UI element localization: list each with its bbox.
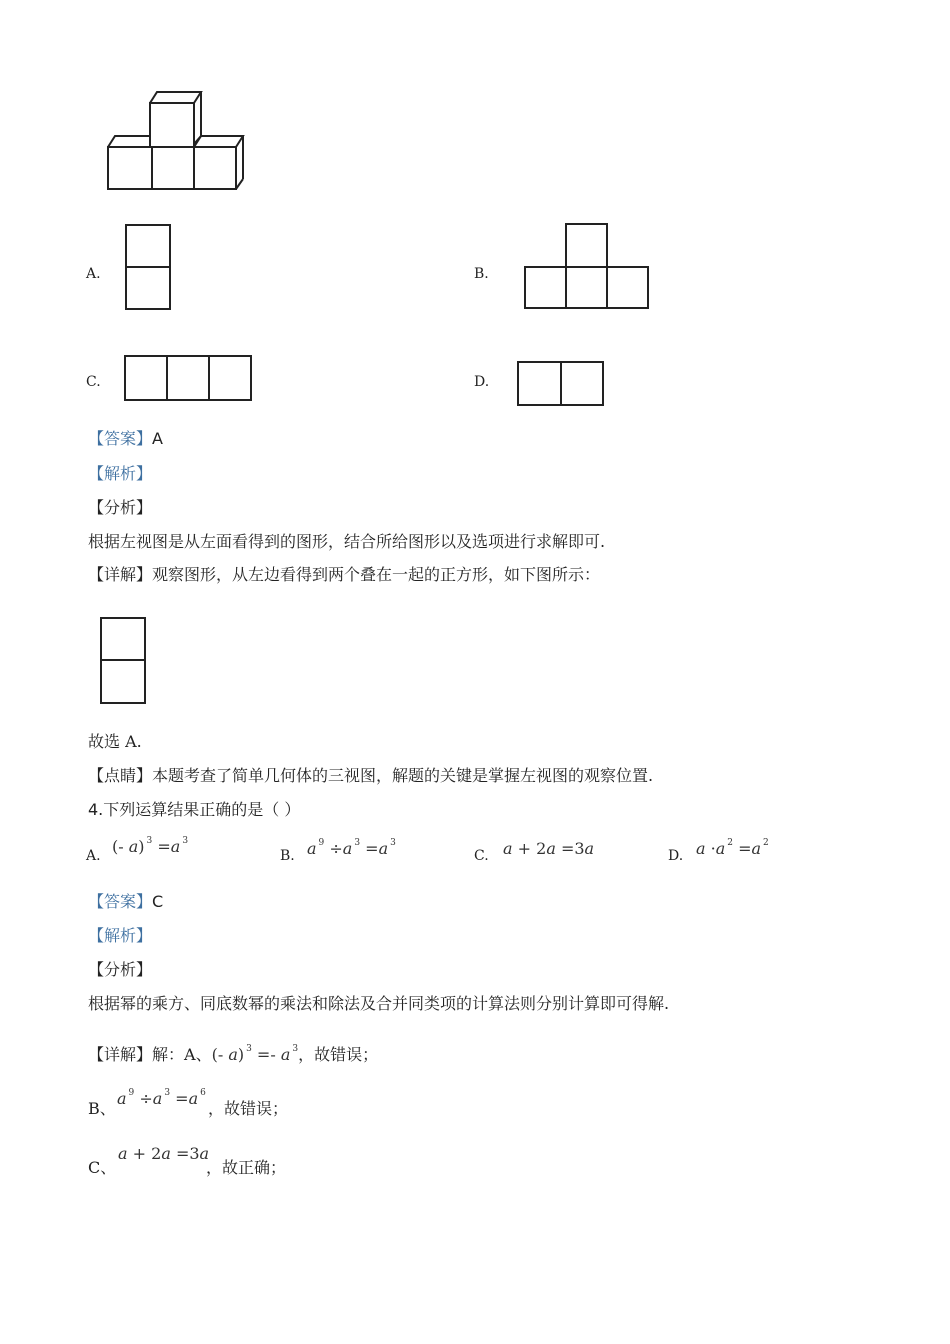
- q4-option-d-formula: a ·a $^2$ =a $^2$: [696, 838, 769, 858]
- q4-option-a-label: A.: [86, 848, 101, 864]
- q4-fenxi-tag: 【分析】: [88, 960, 153, 979]
- q4-detail-line-a: [88, 1039, 378, 1065]
- answer-value: C: [152, 892, 164, 911]
- q4-number: 4.: [88, 800, 104, 819]
- q3-option-a-label: A.: [86, 266, 101, 282]
- detail-b-formula: a $^9$ ÷a $^3$ =a $^6$: [117, 1088, 206, 1108]
- detail-a-suffix: ，故错误；: [298, 1045, 379, 1064]
- q4-option-c-formula: a + 2a =3a: [503, 839, 595, 858]
- detail-c-lead: C、: [88, 1158, 117, 1177]
- q3-fenxi-tag: 【分析】: [88, 498, 153, 517]
- q3-option-c-label: C.: [86, 374, 101, 390]
- detail-b-suffix: ，故错误；: [208, 1099, 289, 1118]
- answer-value: A: [152, 429, 163, 448]
- comment-text: 本题考查了简单几何体的三视图，解题的关键是掌握左视图的观察位置.: [152, 766, 654, 785]
- q4-answer-line: [88, 892, 163, 912]
- q3-analysis-tag: 【解析】: [88, 464, 153, 483]
- q3-option-c-figure: [123, 354, 255, 404]
- stacked-cubes-drawing: [100, 86, 260, 196]
- detail-tag: 【详解】: [88, 1045, 153, 1064]
- detail-b-lead: B、: [88, 1099, 116, 1118]
- q4-detail-line-c: [88, 1158, 116, 1178]
- q3-choose-text: 故选 A.: [88, 732, 142, 751]
- answer-tag: 【答案】: [88, 429, 153, 448]
- q4-option-c-label: C.: [474, 848, 489, 864]
- detail-text: 观察图形，从左边看得到两个叠在一起的正方形，如下图所示：: [152, 565, 601, 584]
- detail-a-formula: (- a) $^3$ =- a $^3$: [211, 1044, 299, 1064]
- q3-option-b-figure: [523, 222, 653, 312]
- q4-option-b-formula: a $^9$ ÷a $^3$ =a $^3$: [307, 838, 396, 858]
- q3-option-d-figure: [516, 360, 606, 410]
- detail-c-suffix: ，故正确；: [206, 1158, 287, 1177]
- q3-detail-figure: [99, 616, 149, 708]
- q4-stem: 下列运算结果正确的是（ ）: [103, 800, 301, 819]
- q3-option-b-label: B.: [474, 266, 489, 282]
- detail-tag: 【详解】: [88, 565, 153, 584]
- q3-solid-figure: [100, 86, 260, 196]
- detail-c-formula: a + 2a =3a: [118, 1144, 210, 1163]
- q4-option-a-formula: (- a) $^3$ =a $^3$: [112, 836, 189, 856]
- q3-fenxi-text: 根据左视图是从左面看得到的图形，结合所给图形以及选项进行求解即可.: [88, 532, 606, 551]
- q4-fenxi-text: 根据幂的乘方、同底数幂的乘法和除法及合并同类项的计算法则分别计算即可得解.: [88, 994, 670, 1013]
- q3-option-d-label: D.: [474, 374, 490, 390]
- q3-answer-line: [88, 429, 163, 449]
- q3-detail-line: [88, 565, 600, 585]
- q4-detail-line-b: [88, 1099, 116, 1119]
- q4-stem-line: [88, 800, 300, 820]
- q4-option-b-label: B.: [280, 848, 295, 864]
- q3-comment-line: [88, 766, 653, 786]
- q3-option-a-figure: [124, 223, 174, 313]
- answer-tag: 【答案】: [88, 892, 153, 911]
- comment-tag: 【点睛】: [88, 766, 153, 785]
- q4-analysis-tag: 【解析】: [88, 926, 153, 945]
- detail-lead: 解：A、: [152, 1045, 212, 1064]
- q4-option-d-label: D.: [668, 848, 684, 864]
